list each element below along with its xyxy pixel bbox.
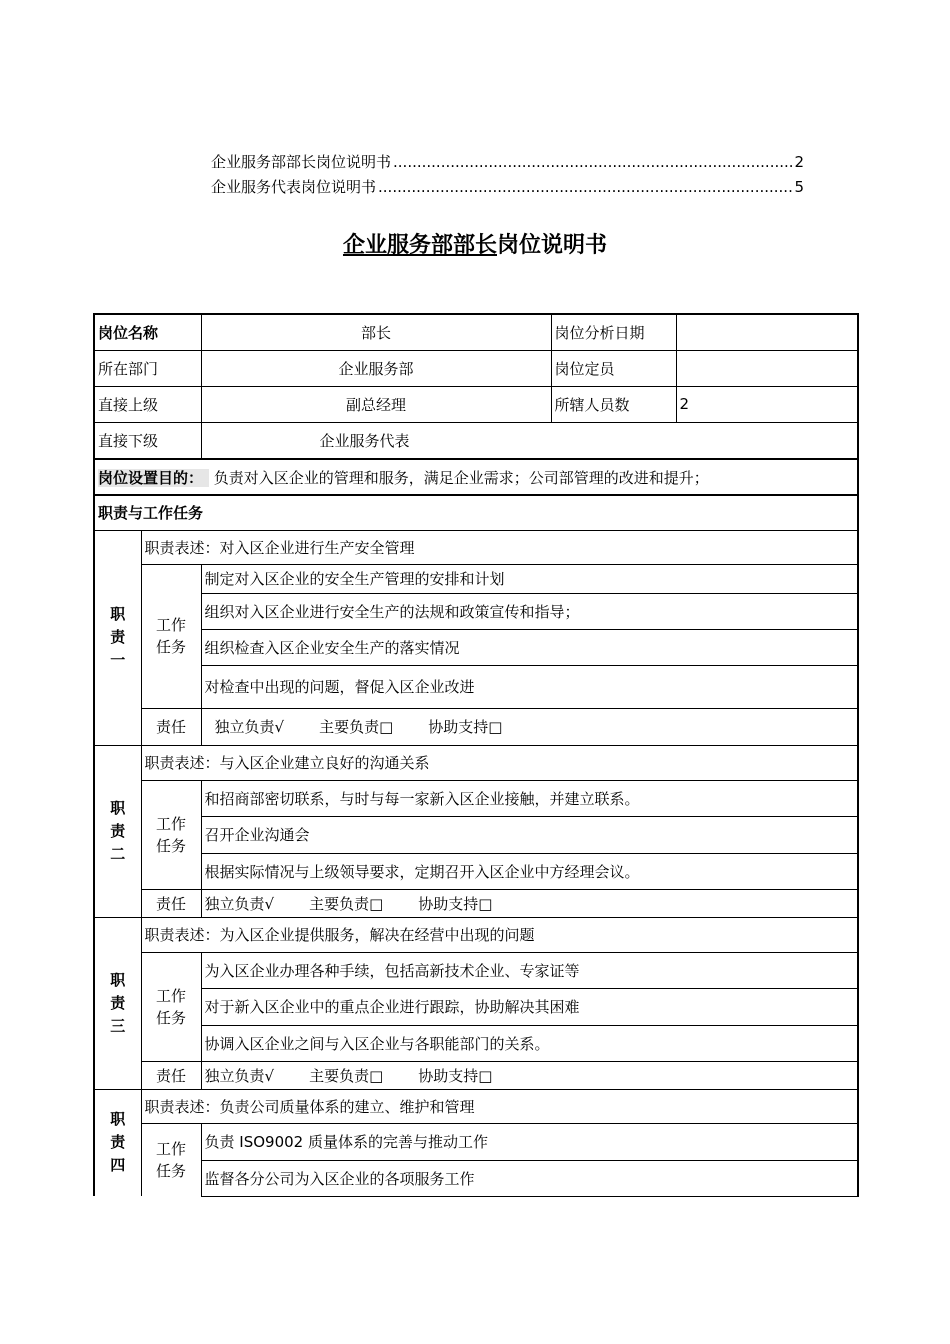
toc-entry-title: 企业服务部部长岗位说明书	[211, 153, 392, 171]
main-option[interactable]: 主要负责□	[309, 894, 384, 913]
document-title-underlined: 企业服务部部长	[342, 233, 497, 258]
table-row	[94, 988, 858, 1025]
task-item: 和招商部密切联系，与时与每一家新入区企业接触，并建立联系。	[201, 780, 858, 816]
analysis-date-label: 岗位分析日期	[551, 314, 676, 350]
table-row	[94, 629, 858, 665]
subordinate-value: 企业服务代表	[201, 422, 858, 459]
staff-count-value: 2	[676, 386, 858, 422]
assist-option[interactable]: 协助支持□	[428, 718, 503, 736]
assist-option[interactable]: 协助支持□	[418, 894, 493, 913]
purpose-text: 负责对入区企业的管理和服务，满足企业需求；公司部管理的改进和提升；	[213, 468, 709, 487]
table-row	[94, 564, 858, 593]
task-item: 制定对入区企业的安全生产管理的安排和计划	[201, 564, 858, 593]
independent-option[interactable]: 独立负责√	[204, 894, 275, 913]
purpose-label: 岗位设置目的：	[98, 469, 209, 487]
duty-label-text: 职责一	[110, 605, 126, 669]
table-row	[94, 780, 858, 816]
duty-label-text: 职责三	[110, 970, 126, 1035]
job-description-table	[93, 313, 859, 1197]
task-item: 组织检查入区企业安全生产的落实情况	[201, 629, 858, 665]
table-row	[94, 952, 858, 988]
table-row	[94, 889, 858, 917]
table-row	[94, 665, 858, 708]
duty-description: 职责表述：为入区企业提供服务，解决在经营中出现的问题	[141, 917, 858, 952]
table-row	[94, 708, 858, 745]
department-label: 所在部门	[94, 350, 201, 386]
analysis-date-value	[676, 314, 858, 350]
subordinate-label: 直接下级	[94, 422, 201, 459]
table-row	[94, 593, 858, 629]
duty-description: 职责表述：与入区企业建立良好的沟通关系	[141, 745, 858, 780]
toc-entry[interactable]	[211, 175, 804, 200]
toc-entry-page: 2	[794, 153, 804, 171]
responsibility-label: 责任	[141, 1061, 201, 1089]
table-row	[94, 853, 858, 889]
table-row	[94, 422, 858, 459]
task-label: 工作任务	[141, 1123, 201, 1196]
assist-option[interactable]: 协助支持□	[418, 1066, 493, 1085]
main-option[interactable]: 主要负责□	[309, 1066, 384, 1085]
department-value: 企业服务部	[201, 350, 551, 386]
table-of-contents	[211, 150, 804, 200]
toc-leader-dots	[378, 175, 792, 200]
task-item: 为入区企业办理各种手续，包括高新技术企业、专家证等	[201, 952, 858, 988]
document-title	[0, 228, 950, 259]
duty-label	[94, 745, 141, 917]
independent-option[interactable]: 独立负责√	[204, 1066, 275, 1085]
task-item: 负责 ISO9002 质量体系的完善与推动工作	[201, 1123, 858, 1160]
duty-label	[94, 1089, 141, 1196]
table-row	[94, 1025, 858, 1061]
task-item: 召开企业沟通会	[201, 816, 858, 853]
superior-value: 副总经理	[201, 386, 551, 422]
superior-label: 直接上级	[94, 386, 201, 422]
table-row	[94, 386, 858, 422]
task-item: 协调入区企业之间与入区企业与各职能部门的关系。	[201, 1025, 858, 1061]
task-item: 组织对入区企业进行安全生产的法规和政策宣传和指导；	[201, 593, 858, 629]
position-name-value: 部长	[201, 314, 551, 350]
responsibility-options	[201, 708, 858, 745]
independent-option[interactable]: 独立负责√	[214, 718, 285, 736]
duty-label-text: 职责二	[110, 798, 126, 863]
table-row	[94, 495, 858, 530]
position-name-label: 岗位名称	[94, 314, 201, 350]
table-row	[94, 314, 858, 350]
table-row	[94, 1123, 858, 1160]
task-item: 对于新入区企业中的重点企业进行跟踪，协助解决其困难	[201, 988, 858, 1025]
duty-label	[94, 530, 141, 745]
headcount-value	[676, 350, 858, 386]
responsibility-options	[201, 889, 858, 917]
purpose-row	[94, 459, 858, 495]
staff-count-label: 所辖人员数	[551, 386, 676, 422]
task-item: 监督各分公司为入区企业的各项服务工作	[201, 1160, 858, 1196]
toc-entry[interactable]	[211, 150, 804, 175]
toc-entry-page: 5	[794, 178, 804, 196]
headcount-label: 岗位定员	[551, 350, 676, 386]
document-title-rest: 岗位说明书	[497, 233, 608, 258]
table-row	[94, 917, 858, 952]
toc-entry-title: 企业服务代表岗位说明书	[211, 178, 377, 196]
responsibility-options	[201, 1061, 858, 1089]
responsibility-label: 责任	[141, 889, 201, 917]
task-label: 工作任务	[141, 564, 201, 708]
duty-label	[94, 917, 141, 1089]
table-row	[94, 1160, 858, 1196]
responsibility-label: 责任	[141, 708, 201, 745]
table-row	[94, 459, 858, 495]
duty-label-text: 职责四	[110, 1110, 126, 1175]
main-option[interactable]: 主要负责□	[319, 718, 394, 736]
duties-header: 职责与工作任务	[94, 495, 858, 530]
table-row	[94, 745, 858, 780]
table-row	[94, 816, 858, 853]
task-label: 工作任务	[141, 952, 201, 1061]
task-item: 根据实际情况与上级领导要求，定期召开入区企业中方经理会议。	[201, 853, 858, 889]
toc-leader-dots	[393, 150, 792, 175]
table-row	[94, 1061, 858, 1089]
duty-description: 职责表述：对入区企业进行生产安全管理	[141, 530, 858, 564]
task-item: 对检查中出现的问题，督促入区企业改进	[201, 665, 858, 708]
table-row	[94, 350, 858, 386]
duty-description: 职责表述：负责公司质量体系的建立、维护和管理	[141, 1089, 858, 1123]
table-row	[94, 530, 858, 564]
task-label: 工作任务	[141, 780, 201, 889]
table-row	[94, 1089, 858, 1123]
